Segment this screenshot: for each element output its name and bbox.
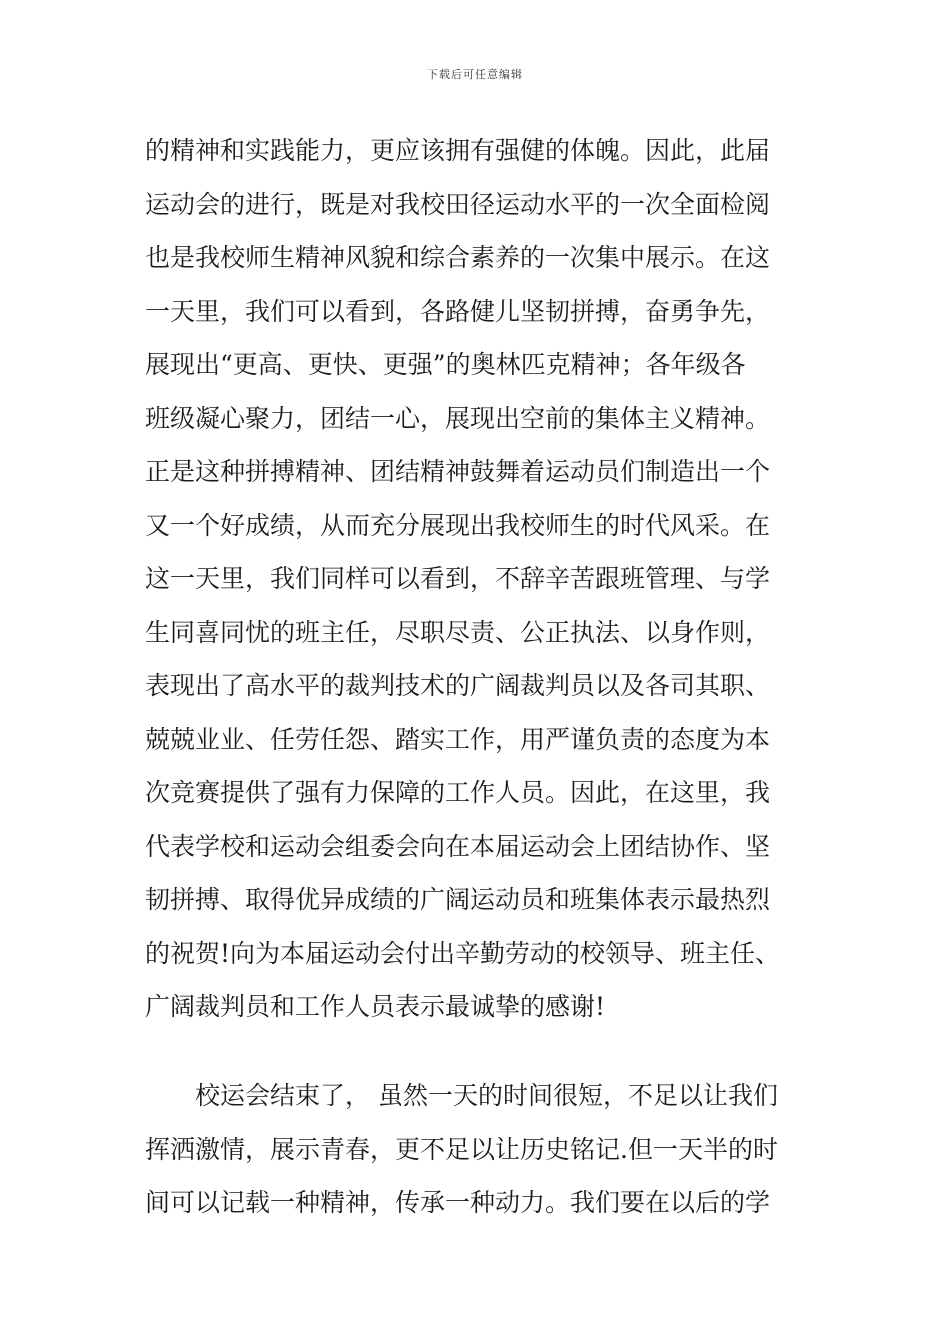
text-line: 运动会的进行，既是对我校田径运动水平的一次全面检阅 [145, 189, 771, 219]
text-line: 正是这种拼搏精神、团结精神鼓舞着运动员们制造出一个 [145, 457, 771, 486]
paragraph-closing [145, 1069, 825, 1230]
text-line: 的祝贺!向为本届运动会付出辛勤劳动的校领导、班主任、 [145, 938, 781, 968]
text-line: 次竞赛提供了强有力保障的工作人员。因此，在这里，我 [145, 778, 771, 807]
text-line: 校运会结束了， 虽然一天的时间很短，不足以让我们 [195, 1081, 778, 1110]
text-line: 班级凝心聚力，团结一心，展现出空前的集体主义精神。 [145, 403, 771, 433]
text-line: 的精神和实践能力，更应该拥有强健的体魄。因此，此届 [145, 136, 771, 165]
text-line: 间可以记载一种精神，传承一种动力。我们要在以后的学 [145, 1188, 771, 1217]
text-line: 展现出“更高、更快、更强”的奥林匹克精神；各年级各 [145, 350, 746, 379]
text-line: 兢兢业业、任劳任怨、踏实工作，用严谨负责的态度为本 [145, 724, 771, 754]
text-line: 一天里，我们可以看到，各路健儿坚韧拼搏，奋勇争先， [145, 296, 771, 326]
paragraph-speech-body [145, 124, 825, 1034]
text-line: 也是我校师生精神风貌和综合素养的一次集中展示。在这 [145, 243, 771, 272]
text-line: 挥洒激情，展示青春，更不足以让历史铭记.但一天半的时 [145, 1134, 778, 1164]
page-header: 下载后可任意编辑 [427, 68, 523, 81]
text-line: 韧拼搏、取得优异成绩的广阔运动员和班集体表示最热烈 [145, 885, 771, 914]
text-line: 这一天里，我们同样可以看到，不辞辛苦跟班管理、与学 [145, 564, 771, 593]
text-line: 表现出了高水平的裁判技术的广阔裁判员以及各司其职、 [145, 671, 771, 700]
text-line: 代表学校和运动会组委会向在本届运动会上团结协作、坚 [145, 831, 771, 861]
text-line: 广阔裁判员和工作人员表示最诚挚的感谢! [145, 992, 606, 1021]
text-line: 生同喜同忧的班主任，尽职尽责、公正执法、以身作则， [145, 617, 771, 647]
text-line: 又一个好成绩，从而充分展现出我校师生的时代风采。在 [145, 510, 771, 540]
